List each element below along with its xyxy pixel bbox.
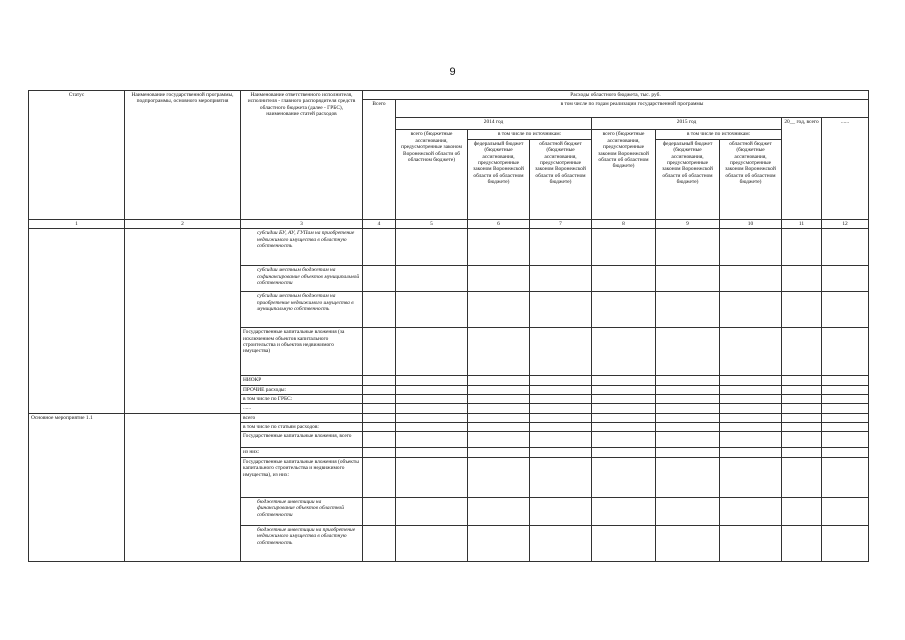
main-activity-label: Основное мероприятие 1.1 [29,413,125,561]
program-name-cell [125,229,241,414]
header-2015-regional: областной бюджет (бюджетные ассигнования, предусмотренные законом Воронежской области об областном бюджете) [720,139,782,219]
row-label: в том числе по статьям расходов: [241,423,363,432]
row-label: НИОКР [241,376,363,385]
header-status: Статус [29,91,125,220]
page-number: 9 [449,66,456,78]
column-number: 1 [29,219,125,228]
header-year-20-total: 20__ год, всего [782,118,822,219]
row-label: всего [241,413,363,422]
header-by-years: в том числе по годам реализации государственной программы [396,100,869,118]
program-name-cell [125,413,241,561]
header-dots: ...... [822,118,869,219]
row-label: субсидии местным бюджетам на приобретение недвижимого имущества в муниципальную собственность [241,292,363,328]
column-number: 3 [241,219,363,228]
row-label: Государственные капитальные вложения (объекты капитального строительства и недвижимого имущества), из них: [241,457,363,497]
header-2015-federal: федеральный бюджет (бюджетные ассигнования, предусмотренные законом Воронежской области об областном бюджете) [656,139,720,219]
row-label: субсидии БУ, АУ, ГУПам на приобретение недвижимого имущества в областную собственность [241,229,363,266]
row-label: Государственные капитальные вложения (за исключением объектов капитального строительства и объектов недвижимого имущества) [241,328,363,376]
header-2014-regional: областной бюджет (бюджетные ассигнования, предусмотренные законом Воронежской области об областном бюджете) [530,139,592,219]
column-number: 6 [468,219,530,228]
column-number: 9 [656,219,720,228]
header-program-name: Наименование государственной программы, подпрограммы, основного мероприятия [125,91,241,220]
column-number: 8 [592,219,656,228]
header-expenses-title: Расходы областного бюджета, тыс. руб. [363,91,869,100]
row-label: ПРОЧИЕ расходы: [241,385,363,394]
row-label: субсидии местным бюджетам на софинансирование объектов муниципальной собственности [241,266,363,292]
column-number: 4 [363,219,396,228]
row-label: из них: [241,448,363,457]
column-number: 7 [530,219,592,228]
row-label: ...... [241,404,363,413]
column-number: 11 [782,219,822,228]
column-number-row [29,219,869,228]
header-2015-total: всего (бюджетные ассигнования, предусмотренные законом Воронежской области об областном бюджете) [592,130,656,219]
header-executor: Наименование ответственного исполнителя, исполнителя - главного распорядителя средств областного бюджета (далее - ГРБС), наименование статей расходов [241,91,363,220]
column-number: 5 [396,219,468,228]
header-2015-by-sources: в том числе по источникам: [656,130,782,139]
header-year-2015: 2015 год [592,118,782,130]
row-label: Государственные капитальные вложения, всего [241,432,363,448]
column-number: 2 [125,219,241,228]
column-number: 12 [822,219,869,228]
row-label: бюджетные инвестиции на приобретение недвижимого имущества в областную собственность [241,525,363,561]
budget-table [28,90,869,562]
header-year-2014: 2014 год [396,118,592,130]
column-number: 10 [720,219,782,228]
header-2014-federal: федеральный бюджет (бюджетные ассигнования, предусмотренные законом Воронежской области об областном бюджете) [468,139,530,219]
header-total: Всего [363,100,396,219]
status-cell [29,229,125,414]
row-label: в том числе по ГРБС: [241,394,363,403]
header-2014-by-sources: в том числе по источникам: [468,130,592,139]
row-label: бюджетные инвестиции на финансирование объектов областной собственности [241,497,363,525]
header-2014-total: всего (бюджетные ассигнования, предусмотренные законом Воронежской области об областном бюджете) [396,130,468,219]
